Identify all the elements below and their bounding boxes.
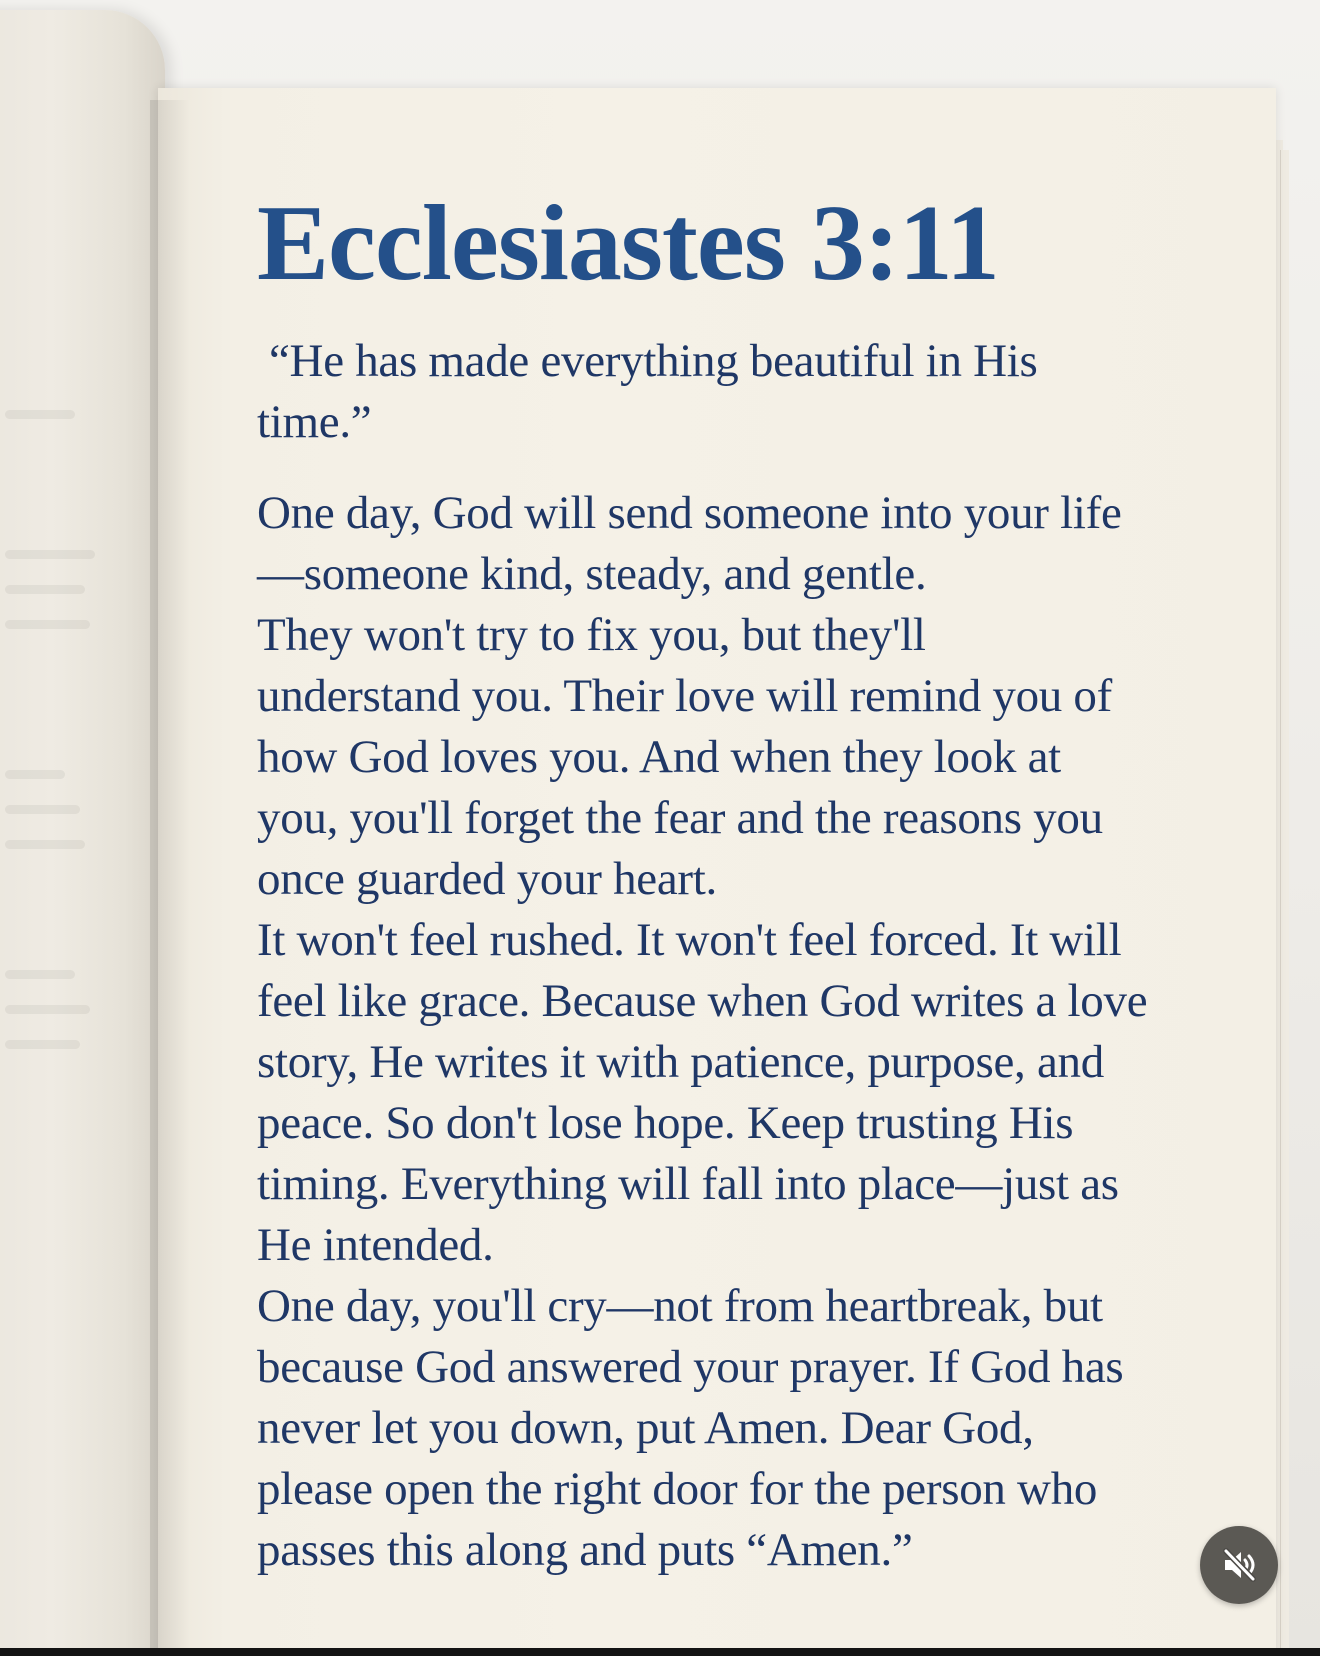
body-line: timing. Everything will fall into place—just as: [257, 1158, 1119, 1210]
body-line: how God loves you. And when they look at: [257, 731, 1061, 783]
faint-text-line: [5, 410, 75, 419]
body-line: never let you down, put Amen. Dear God,: [257, 1402, 1034, 1454]
body-line: peace. So don't lose hope. Keep trusting His: [257, 1097, 1074, 1149]
body-line: One day, you'll cry—not from heartbreak, but: [257, 1280, 1103, 1332]
body-line: They won't try to fix you, but they'll: [257, 609, 926, 661]
page-stack-edge: [1280, 150, 1289, 1656]
body-line: feel like grace. Because when God writes a love: [257, 975, 1148, 1027]
body-line: story, He writes it with patience, purpose, and: [257, 1036, 1104, 1088]
faint-text-line: [5, 770, 65, 779]
faint-text-line: [5, 805, 80, 814]
body-line: He intended.: [257, 1219, 494, 1271]
body-line: understand you. Their love will remind you of: [257, 670, 1112, 722]
faint-text-line: [5, 1040, 80, 1049]
mute-toggle-button[interactable]: [1200, 1526, 1278, 1604]
quote-line: “He has made everything beautiful in His: [269, 335, 1038, 387]
book-gutter-shadow: [150, 100, 190, 1656]
page-title: Ecclesiastes 3:11: [257, 184, 999, 303]
body-line: once guarded your heart.: [257, 853, 717, 905]
left-book-page: [0, 10, 165, 1656]
body-line: you, you'll forget the fear and the reasons you: [257, 792, 1103, 844]
faint-text-line: [5, 585, 85, 594]
body-line: It won't feel rushed. It won't feel forced. It will: [257, 914, 1122, 966]
verse-quote: [257, 331, 1242, 453]
speaker-muted-icon: [1219, 1545, 1259, 1585]
faint-text-line: [5, 970, 75, 979]
body-line: —someone kind, steady, and gentle.: [257, 548, 927, 600]
faint-text-line: [5, 620, 90, 629]
devotional-text: [257, 483, 1242, 1581]
body-line: please open the right door for the person who: [257, 1463, 1098, 1515]
quote-line: time.”: [257, 396, 372, 448]
bottom-edge-bar: [0, 1648, 1320, 1656]
body-line: One day, God will send someone into your life: [257, 487, 1122, 539]
faint-text-line: [5, 1005, 90, 1014]
faint-text-line: [5, 840, 85, 849]
body-line: passes this along and puts “Amen.”: [257, 1524, 913, 1576]
body-line: because God answered your prayer. If God has: [257, 1341, 1124, 1393]
faint-text-line: [5, 550, 95, 559]
